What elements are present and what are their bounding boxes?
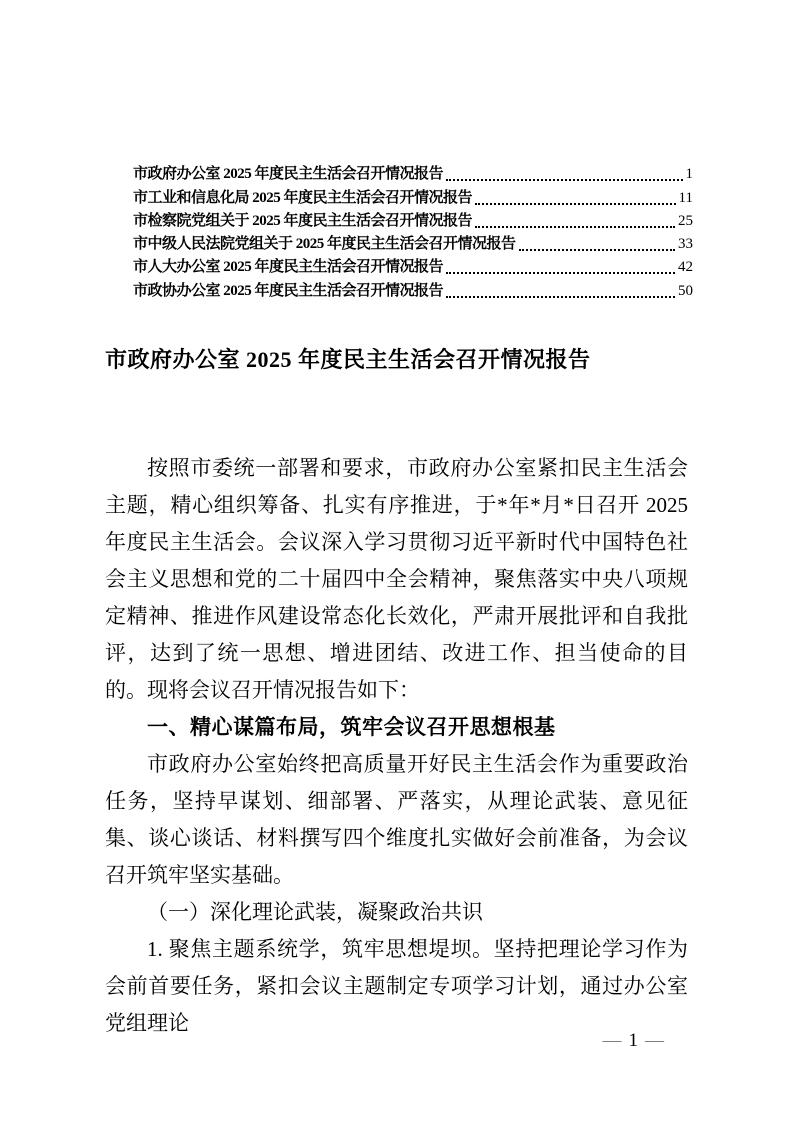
toc-entry-page: 50 [678,282,693,299]
toc-entry-label: 市政协办公室 2025 年度民主生活会召开情况报告 [133,282,444,299]
toc-entry-label: 市工业和信息化局 2025 年度民主生活会召开情况报告 [133,189,473,206]
footer-page-number: 1 [628,1030,638,1051]
toc-entry-page: 42 [678,259,693,276]
table-of-contents [133,162,693,302]
toc-entry[interactable] [133,209,693,232]
subsection-1-paragraph: 1. 聚焦主题系统学，筑牢思想堤坝。坚持把理论学习作为会前首要任务，紧扣会议主题制定专项学习计划，通过办公室党组理论 [105,937,688,1035]
section-1-heading: 一、精心谋篇布局，筑牢会议召开思想根基 [147,716,556,739]
article-body [105,450,688,1042]
toc-entry-label: 市中级人民法院党组关于 2025 年度民主生活会召开情况报告 [133,236,516,253]
toc-entry[interactable] [133,278,693,301]
page-footer [596,1030,672,1052]
toc-leader-dots [446,271,675,274]
toc-entry[interactable] [133,162,693,185]
toc-entry-label: 市政府办公室 2025 年度民主生活会召开情况报告 [133,166,444,183]
toc-leader-dots [446,178,682,181]
toc-entry-page: 25 [678,212,693,229]
toc-leader-dots [519,248,675,251]
footer-right-dash: — [645,1030,664,1051]
article-title: 市政府办公室 2025 年度民主生活会召开情况报告 [105,347,591,372]
toc-entry-page: 11 [678,189,693,206]
toc-leader-dots [446,295,675,298]
toc-entry-label: 市检察院党组关于 2025 年度民主生活会召开情况报告 [133,212,473,229]
toc-entry[interactable] [133,232,693,255]
toc-entry[interactable] [133,185,693,208]
toc-entry-label: 市人大办公室 2025 年度民主生活会召开情况报告 [133,259,444,276]
toc-leader-dots [475,202,676,205]
toc-entry[interactable] [133,255,693,278]
section-1-paragraph: 市政府办公室始终把高质量开好民主生活会作为重要政治任务，坚持早谋划、细部署、严落实，从理论武装、意见征集、谈心谈话、材料撰写四个维度扎实做好会前准备，为会议召开筑牢坚实基础。 [105,752,688,887]
intro-paragraph: 按照市委统一部署和要求，市政府办公室紧扣民主生活会主题，精心组织筹备、扎实有序推进，于*年*月*日召开 2025 年度民主生活会。会议深入学习贯彻习近平新时代中国特色社会主义思想和党的二十届四中全会精神，聚焦落实中央八项规定精神、推进作风建设常态化长效化，严肃开展批评和自我批评，达到了统一思想、增进团结、改进工作、担当使命的目的。现将会议召开情况报告如下： [105,456,688,702]
subsection-1-heading: （一）深化理论武装，凝聚政治共识 [147,900,483,924]
toc-leader-dots [475,225,675,228]
footer-left-dash: — [602,1030,622,1051]
toc-entry-page: 33 [678,236,693,253]
toc-entry-page: 1 [685,166,693,183]
